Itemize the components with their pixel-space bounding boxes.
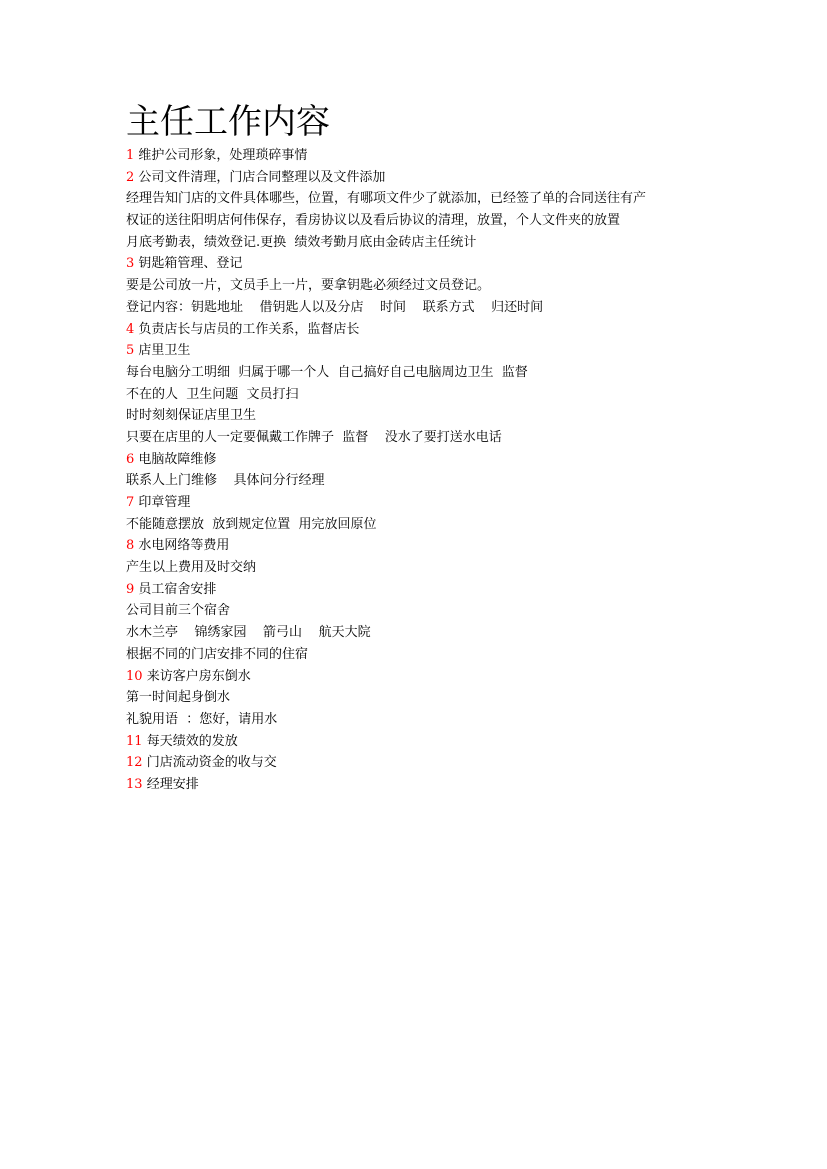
- numbered-item: [126, 340, 726, 362]
- item-number: 8: [126, 538, 135, 554]
- line-text: 水电网络等费用: [138, 538, 230, 554]
- line-text: 第一时间起身倒水: [126, 690, 231, 706]
- numbered-item: [126, 579, 726, 601]
- numbered-item: [126, 145, 726, 167]
- numbered-item: [126, 167, 726, 189]
- line-text: 店里卫生: [138, 343, 191, 359]
- numbered-item: [126, 666, 726, 688]
- line-text: 来访客户房东倒水: [146, 668, 251, 684]
- line-text: 公司文件清理，门店合同整理以及文件添加: [138, 169, 386, 185]
- document-page: [126, 100, 726, 796]
- item-number: 11: [126, 733, 143, 749]
- text-line: [126, 687, 726, 709]
- text-line: [126, 405, 726, 427]
- item-number: 9: [126, 581, 135, 597]
- line-text: 员工宿舍安排: [138, 581, 217, 597]
- text-line: [126, 210, 726, 232]
- line-text: 每天绩效的发放: [146, 733, 238, 749]
- text-line: [126, 232, 726, 254]
- text-line: [126, 557, 726, 579]
- item-number: 5: [126, 343, 135, 359]
- line-text: 每台电脑分工明细 归属于哪一个人 自己搞好自己电脑周边卫生 监督: [126, 364, 528, 380]
- item-number: 1: [126, 148, 135, 163]
- document-title: 主任工作内容: [126, 102, 330, 142]
- line-text: 礼貌用语 ：您好，请用水: [126, 711, 278, 727]
- line-text: 时时刻刻保证店里卫生: [126, 408, 257, 424]
- line-text: 负责店长与店员的工作关系，监督店长: [138, 321, 360, 337]
- numbered-item: [126, 319, 726, 341]
- line-text: 钥匙箱管理、登记: [138, 256, 243, 272]
- item-number: 4: [126, 321, 135, 337]
- line-text: 根据不同的门店安排不同的住宿: [126, 646, 309, 662]
- text-line: [126, 514, 726, 536]
- line-text: 权证的送往阳明店何伟保存，看房协议以及看后协议的清理，放置，个人文件夹的放置: [126, 213, 621, 229]
- text-line: [126, 622, 726, 644]
- line-text: 月底考勤表，绩效登记.更换 绩效考勤月底由金砖店主任统计: [126, 234, 477, 250]
- item-number: 2: [126, 169, 135, 185]
- item-number: 10: [126, 668, 143, 684]
- item-number: 13: [126, 776, 143, 792]
- text-line: [126, 644, 726, 666]
- line-text: 公司目前三个宿舍: [126, 603, 231, 619]
- text-line: [126, 188, 726, 210]
- line-text: 要是公司放一片，文员手上一片，要拿钥匙必须经过文员登记。: [126, 278, 491, 294]
- line-text: 经理告知门店的文件具体哪些，位置，有哪项文件少了就添加，已经签了单的合同送往有产: [126, 191, 647, 207]
- document-body: [126, 145, 726, 796]
- text-line: [126, 470, 726, 492]
- text-line: [126, 275, 726, 297]
- line-text: 门店流动资金的收与交: [146, 755, 277, 771]
- numbered-item: [126, 492, 726, 514]
- line-text: 经理安排: [146, 776, 199, 792]
- line-text: 只要在店里的人一定要佩戴工作牌子 监督 没水了要打送水电话: [126, 429, 502, 445]
- numbered-item: [126, 253, 726, 275]
- line-text: 联系人上门维修 具体问分行经理: [126, 473, 325, 489]
- text-line: [126, 297, 726, 319]
- item-number: 3: [126, 256, 135, 272]
- line-text: 电脑故障维修: [138, 451, 217, 467]
- text-line: [126, 600, 726, 622]
- line-text: 不在的人 卫生问题 文员打扫: [126, 386, 299, 402]
- line-text: 维护公司形象，处理琐碎事情: [138, 148, 308, 163]
- text-line: [126, 427, 726, 449]
- text-line: [126, 384, 726, 406]
- numbered-item: [126, 752, 726, 774]
- item-number: 7: [126, 495, 135, 510]
- line-text: 产生以上费用及时交纳: [126, 560, 257, 576]
- numbered-item: [126, 774, 726, 796]
- line-text: 登记内容：钥匙地址 借钥匙人以及分店 时间 联系方式 归还时间: [126, 299, 544, 315]
- item-number: 6: [126, 451, 135, 467]
- line-text: 不能随意摆放 放到规定位置 用完放回原位: [126, 516, 377, 532]
- line-text: 水木兰亭 锦绣家园 箭弓山 航天大院: [126, 625, 371, 641]
- line-text: 印章管理: [138, 495, 191, 510]
- numbered-item: [126, 731, 726, 753]
- numbered-item: [126, 449, 726, 471]
- text-line: [126, 362, 726, 384]
- numbered-item: [126, 535, 726, 557]
- item-number: 12: [126, 755, 143, 771]
- text-line: [126, 709, 726, 731]
